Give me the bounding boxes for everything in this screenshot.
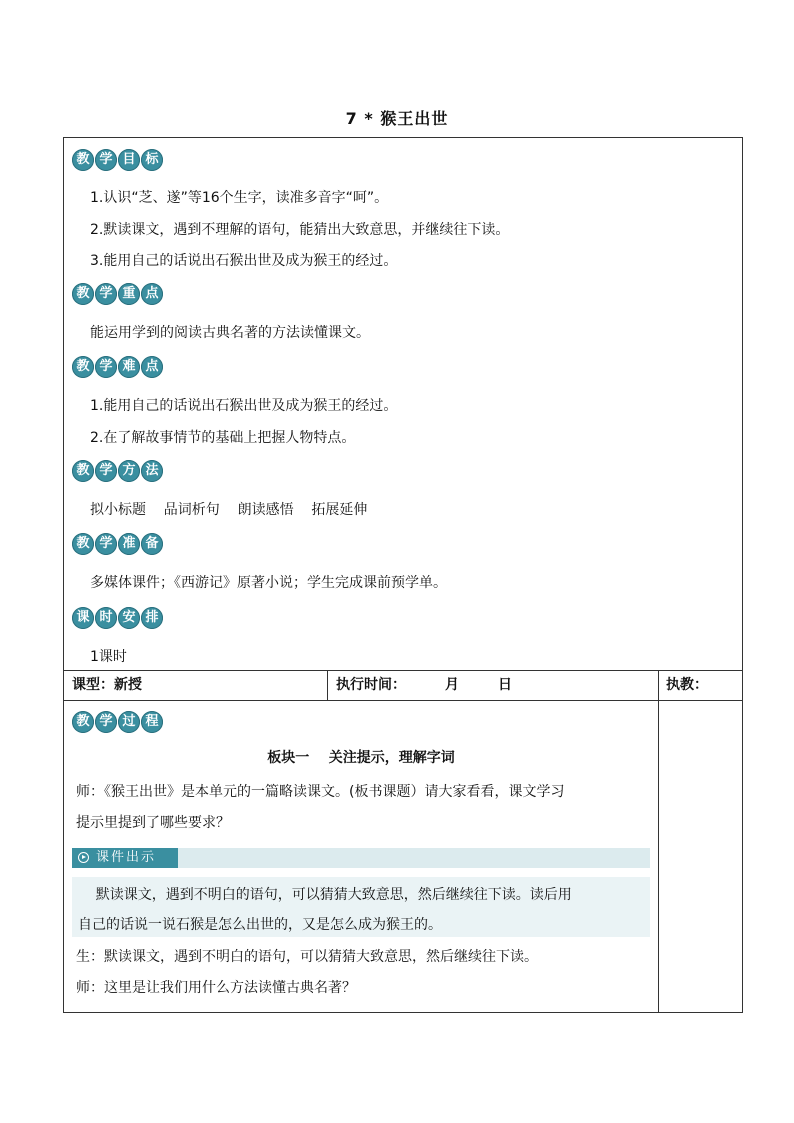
- block-title: 板块一 关注提示，理解字词: [267, 750, 455, 766]
- lesson-plan-table: [63, 137, 743, 1013]
- methods-line: 拟小标题 品词析句 朗读感悟 拓展延伸: [90, 502, 368, 518]
- courseware-label: 课件出示: [96, 850, 157, 865]
- courseware-line: 自己的话说一说石猴是怎么出世的，又是怎么成为猴王的。: [78, 917, 442, 933]
- info-row: [64, 670, 742, 701]
- notes-column-divider: [658, 701, 659, 1012]
- difficulty-line: 2.在了解故事情节的基础上把握人物特点。: [90, 430, 356, 446]
- courseware-tag: [72, 848, 178, 868]
- key-line: 能运用学到的阅读古典名著的方法读懂课文。: [90, 325, 370, 341]
- courseware-content: [72, 877, 650, 937]
- goal-line: 3.能用自己的话说出石猴出世及成为猴王的经过。: [90, 253, 398, 269]
- schedule-line: 1课时: [90, 649, 127, 665]
- section-badge-schedule: 课 时 安 排: [72, 607, 163, 629]
- section-badge-key: 教 学 重 点: [72, 283, 163, 305]
- difficulty-line: 1.能用自己的话说出石猴出世及成为猴王的经过。: [90, 398, 398, 414]
- teacher-line: 师：这里是让我们用什么方法读懂古典名著？: [76, 980, 356, 996]
- teaching-process: [64, 701, 658, 1012]
- section-badge-process: 教 学 过 程: [72, 711, 163, 733]
- courseware-line: 默读课文，遇到不明白的语句，可以猜猜大致意思，然后继续往下读。读后用: [78, 887, 572, 903]
- section-badge-methods: 教 学 方 法: [72, 460, 163, 482]
- courseware-header: [72, 848, 650, 868]
- section-badge-prep: 教 学 准 备: [72, 533, 163, 555]
- play-icon: [78, 852, 89, 863]
- prep-line: 多媒体课件；《西游记》原著小说；学生完成课前预学单。: [90, 575, 447, 591]
- teacher-label: 执教：: [666, 677, 708, 693]
- divider: [327, 671, 328, 700]
- page-title: 7 * 猴王出世: [345, 109, 449, 128]
- teacher-line: 师：《猴王出世》是本单元的一篇略读课文。(板书课题）请大家看看，课文学习: [76, 784, 565, 800]
- student-line: 生：默读课文，遇到不明白的语句，可以猜猜大致意思，然后继续往下读。: [76, 949, 538, 965]
- lesson-overview: [64, 138, 742, 670]
- divider: [658, 671, 659, 700]
- execution-time: 执行时间： 月 日: [336, 677, 512, 693]
- goal-line: 2.默读课文，遇到不理解的语句，能猜出大致意思，并继续往下读。: [90, 222, 510, 238]
- section-badge-goals: 教 学 目 标: [72, 149, 163, 171]
- goal-line: 1.认识“芝、遂”等16个生字，读准多音字“呵”。: [90, 190, 389, 206]
- lesson-type: 课型：新授: [72, 677, 142, 693]
- teacher-line: 提示里提到了哪些要求？: [76, 815, 230, 831]
- section-badge-difficulty: 教 学 难 点: [72, 356, 163, 378]
